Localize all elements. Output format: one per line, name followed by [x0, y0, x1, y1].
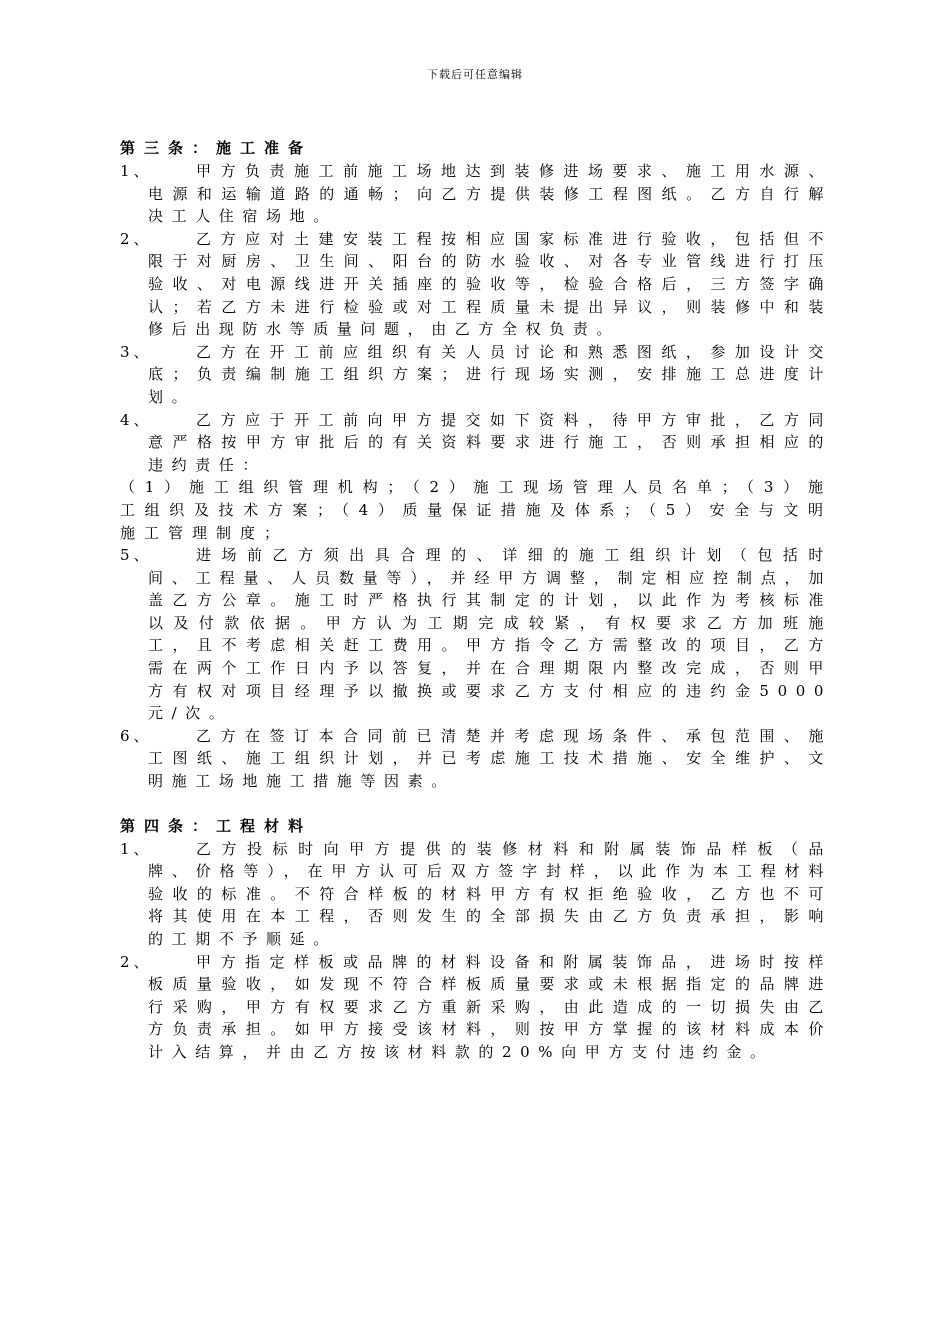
clause-number: 1、 [120, 162, 153, 180]
contract-body [120, 137, 832, 1086]
section-heading: 第四条：工程材料 [120, 816, 313, 835]
clause-text: 乙方在签订本合同前已清楚并考虑现场条件、承包范围、施工图纸、施工组织计划，并已考虑施工技术措施、安全维护、文明施工场地施工措施等因素。 [148, 726, 832, 791]
clause-text: 甲方指定样板或品牌的材料设备和附属装饰品，进场时按样板质量验收，如发现不符合样板质量要求或未根据指定的品牌进行采购，甲方有权要求乙方重新采购，由此造成的一切损失由乙方负责承担。如甲方接受该材料，则按甲方掌握的该材料成本价计入结算，并由乙方按该材料款的20%向甲方支付违约金。 [148, 952, 832, 1061]
clause-text: 甲方负责施工前施工场地达到装修进场要求、施工用水源、电源和运输道路的通畅；向乙方提供装修工程图纸。乙方自行解决工人住宿场地。 [148, 162, 832, 226]
clause-item [120, 228, 832, 341]
section-heading: 第三条：施工准备 [120, 139, 313, 157]
document-list-note: （1）施工组织管理机构；（2）施工现场管理人员名单；（3）施工组织及技术方案；（4）质量保证措施及体系；（5）安全与文明施工管理制度； [120, 478, 832, 542]
clause-text: 乙方应对土建安装工程按相应国家标准进行验收，包括但不限于对厨房、卫生间、阳台的防水验收、对各专业管线进行打压验收、对电源线进开关插座的验收等，检验合格后，三方签字确认；若乙方未进行检验或对工程质量未提出异议，则装修中和装修后出现防水等质量问题，由乙方全权负责。 [148, 229, 832, 339]
clause-number: 2、 [120, 952, 153, 971]
clause-item [120, 951, 832, 1064]
clause-text: 进场前乙方须出具合理的、详细的施工组织计划（包括时间、工程量、人员数量等），并经甲方调整，制定相应控制点，加盖乙方公章。施工时严格执行其制定的计划，以此作为考核标准以及付款依据。甲方认为工期完成较紧，有权要求乙方加班施工，且不考虑相关赶工费用。甲方指令乙方需整改的项目，乙方需在两个工作日内予以答复，并在合理期限内整改完成，否则甲方有权对项目经理予以撤换或要求乙方支付相应的违约金5000元/次。 [148, 546, 832, 723]
clause-item [120, 341, 832, 409]
clause-item [120, 544, 832, 725]
clause-item [120, 838, 832, 951]
clause-item [120, 409, 832, 477]
section-article-3 [120, 137, 832, 793]
clause-number: 4、 [120, 410, 153, 429]
page-header: 下载后可任意编辑 [427, 68, 523, 81]
clause-number: 5、 [120, 546, 153, 565]
section-article-4 [120, 815, 832, 1064]
clause-number: 1、 [120, 839, 153, 858]
clause-item [120, 725, 832, 793]
clause-number: 3、 [120, 342, 153, 361]
clause-text: 乙方在开工前应组织有关人员讨论和熟悉图纸，参加设计交底；负责编制施工组织方案；进行现场实测，安排施工总进度计划。 [148, 342, 832, 406]
clause-text: 乙方投标时向甲方提供的装修材料和附属装饰品样板（品牌、价格等），在甲方认可后双方签字封样，以此作为本工程材料验收的标准。不符合样板的材料甲方有权拒绝验收，乙方也不可将其使用在本工程，否则发生的全部损失由乙方负责承担，影响的工期不予顺延。 [148, 839, 832, 948]
clause-number: 2、 [120, 229, 153, 248]
clause-item [120, 160, 832, 228]
clause-text: 乙方应于开工前向甲方提交如下资料，待甲方审批，乙方同意严格按甲方审批后的有关资料要求进行施工，否则承担相应的违约责任： [148, 410, 832, 474]
clause-number: 6、 [120, 726, 153, 745]
